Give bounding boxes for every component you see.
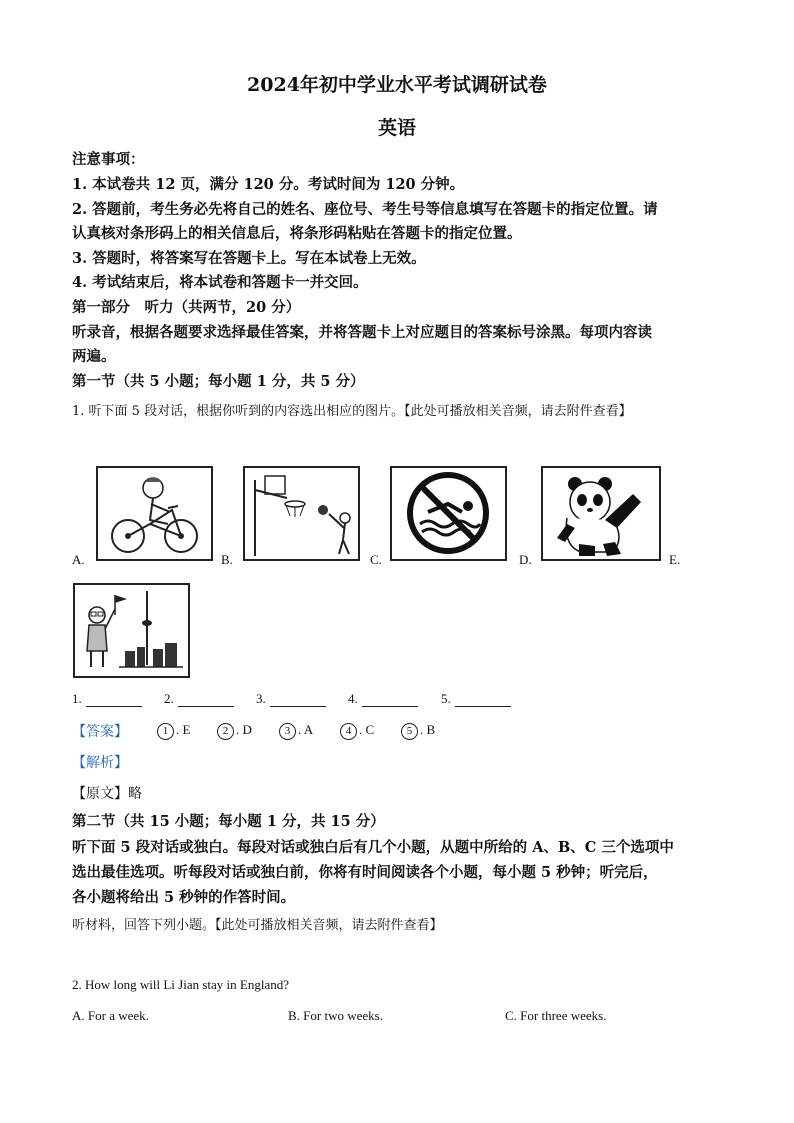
section2-instruction-1: 听下面 5 段对话或独白。每段对话或独白后有几个小题，从题中所给的 A、B、C 三个选项中 xyxy=(72,839,674,856)
part1-instruction-1: 听录音，根据各题要求选择最佳答案，并将答题卡上对应题目的答案标号涂黑。每项内容读 xyxy=(72,324,652,341)
picture-b-label: B. xyxy=(221,552,233,567)
no-swimming-icon xyxy=(392,468,505,559)
exam-title: 2024年初中学业水平考试调研试卷 xyxy=(247,74,547,96)
picture-a-bicycle xyxy=(96,466,213,561)
original-text: 略 xyxy=(128,786,142,802)
answer-blank-2[interactable]: 2. xyxy=(164,691,234,707)
analysis-label: 【解析】 xyxy=(72,755,128,771)
section2-instruction-3: 各小题将给出 5 秒钟的作答时间。 xyxy=(72,889,296,906)
question-2-option-b[interactable]: B. For two weeks. xyxy=(288,1008,383,1023)
tower-boy-icon xyxy=(75,585,188,676)
answer-blank-3[interactable]: 3. xyxy=(256,691,326,707)
notice-line-3: 认真核对条形码上的相关信息后，将条形码粘贴在答题卡的指定位置。 xyxy=(72,225,522,242)
bicycle-boy-icon xyxy=(98,468,211,559)
answer-item-2: 2 . D xyxy=(217,722,252,740)
picture-e-tower xyxy=(73,583,190,678)
notice-line-1: 1. 本试卷共 12 页，满分 120 分。考试时间为 120 分钟。 xyxy=(72,176,465,193)
notice-line-2: 2. 答题前，考生务必先将自己的姓名、座位号、考生号等信息填写在答题卡的指定位置。请 xyxy=(72,201,658,218)
answer-blank-1[interactable]: 1. xyxy=(72,691,142,707)
answer-item-5: 5 . B xyxy=(401,722,435,740)
section2-heading: 第二节（共 15 小题；每小题 1 分，共 15 分） xyxy=(72,813,385,830)
question-2-text: 2. How long will Li Jian stay in England? xyxy=(72,977,290,992)
part1-instruction-2: 两遍。 xyxy=(72,348,116,365)
answer-blank-5[interactable]: 5. xyxy=(441,691,511,707)
answer-label: 【答案】 xyxy=(72,724,128,740)
listen-instruction: 听材料，回答下列小题。【此处可播放相关音频，请去附件查看】 xyxy=(72,918,443,933)
section2-instruction-2: 选出最佳选项。听每段对话或独白前，你将有时间阅读各个小题，每小题 5 秒钟；听完后， xyxy=(72,864,658,881)
question-2-option-c[interactable]: C. For three weeks. xyxy=(505,1008,607,1023)
notice-line-5: 4. 考试结束后，将本试卷和答题卡一并交回。 xyxy=(72,274,368,291)
answer-blank-4[interactable]: 4. xyxy=(348,691,418,707)
exam-subject: 英语 xyxy=(377,117,416,139)
original-text-row xyxy=(72,783,142,803)
notice-line-4: 3. 答题时，将答案写在答题卡上。写在本试卷上无效。 xyxy=(72,250,426,267)
original-label: 【原文】 xyxy=(72,786,128,802)
picture-a-label: A. xyxy=(72,552,85,567)
picture-c-label: C. xyxy=(370,552,382,567)
picture-b-basketball xyxy=(243,466,360,561)
picture-e-label: E. xyxy=(669,552,681,567)
answer-item-1: 1 . E xyxy=(157,722,190,740)
picture-c-no-swimming xyxy=(390,466,507,561)
question-2-option-a[interactable]: A. For a week. xyxy=(72,1008,149,1023)
answer-item-3: 3 . A xyxy=(279,722,313,740)
picture-d-panda xyxy=(541,466,661,561)
question-1-text: 1. 听下面 5 段对话，根据你听到的内容选出相应的图片。【此处可播放相关音频，请去附件查看】 xyxy=(72,404,632,419)
section1-heading: 第一节（共 5 小题；每小题 1 分，共 5 分） xyxy=(72,373,365,390)
panda-icon xyxy=(543,468,659,559)
notice-heading: 注意事项： xyxy=(72,151,145,168)
picture-d-label: D. xyxy=(519,552,532,567)
answer-item-4: 4 . C xyxy=(340,722,374,740)
part1-heading: 第一部分 听力（共两节，20 分） xyxy=(72,299,301,316)
basketball-icon xyxy=(245,468,358,559)
